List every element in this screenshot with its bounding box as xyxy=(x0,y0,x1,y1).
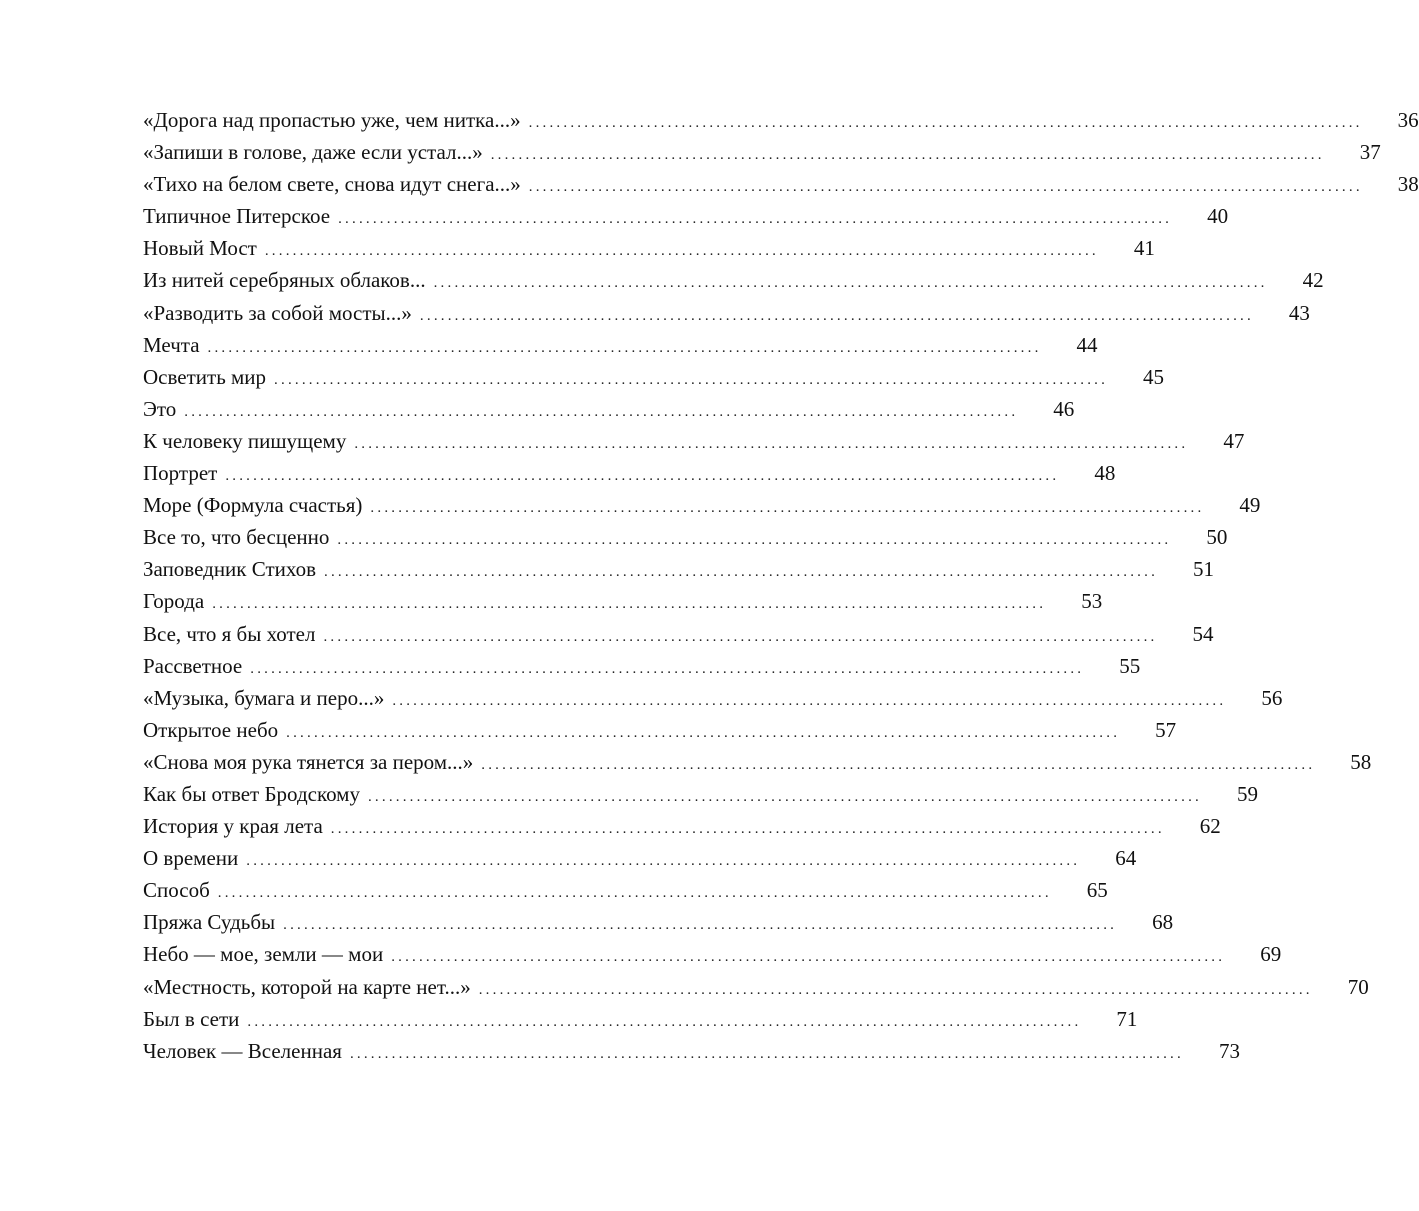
toc-entry xyxy=(143,1003,1138,1035)
dot-leader: ........................................................................................................................ xyxy=(207,339,1042,356)
toc-entry-title: Заповедник Стихов xyxy=(143,557,317,582)
toc-entry-page-number: 48 xyxy=(1094,461,1116,486)
toc-entry xyxy=(143,618,1214,650)
toc-entry xyxy=(143,136,1381,168)
toc-entry xyxy=(143,971,1369,1003)
dot-leader: ........................................................................................................................ xyxy=(250,660,1085,677)
toc-entry xyxy=(143,842,1137,874)
toc-entry-title: Мечта xyxy=(143,332,200,357)
toc-entry-page-number: 69 xyxy=(1260,942,1282,967)
toc-entry-page-number: 36 xyxy=(1397,108,1419,132)
toc-entry xyxy=(143,521,1228,553)
toc-entry-page-number: 55 xyxy=(1119,653,1141,678)
dot-leader: ........................................................................................................................ xyxy=(184,403,1019,420)
dot-leader: ........................................................................................................................ xyxy=(338,211,1173,228)
toc-entry-title: Это xyxy=(143,396,177,421)
toc-entry xyxy=(143,393,1075,425)
toc-entry xyxy=(143,714,1177,746)
dot-leader: ........................................................................................................................ xyxy=(286,724,1121,741)
toc-entry-page-number: 73 xyxy=(1218,1038,1240,1063)
toc-entry-title: К человеку пишущему xyxy=(143,428,347,453)
dot-leader: ........................................................................................................................ xyxy=(391,949,1226,966)
toc-entry-page-number: 49 xyxy=(1239,493,1261,518)
toc-entry-page-number: 45 xyxy=(1143,364,1165,389)
toc-entry-page-number: 53 xyxy=(1081,589,1103,614)
toc-entry-title: Способ xyxy=(143,878,210,903)
toc-entry-title: «Музыка, бумага и перо...» xyxy=(143,685,385,710)
dot-leader: ........................................................................................................................ xyxy=(246,853,1081,870)
dot-leader: ........................................................................................................................ xyxy=(247,1013,1082,1030)
toc-entry-title: «Разводить за собой мосты...» xyxy=(143,300,412,325)
dot-leader: ........................................................................................................................ xyxy=(490,147,1325,164)
dot-leader: ........................................................................................................................ xyxy=(274,371,1109,388)
toc-entry-title: Осветить мир xyxy=(143,364,267,389)
toc-entry xyxy=(143,200,1229,232)
toc-entry-title: Море (Формула счастья) xyxy=(143,493,363,518)
toc-entry xyxy=(143,585,1103,617)
toc-entry xyxy=(143,168,1419,200)
toc-entry-title: Пряжа Судьбы xyxy=(143,910,276,935)
dot-leader: ........................................................................................................................ xyxy=(264,243,1099,260)
dot-leader: ........................................................................................................................ xyxy=(433,275,1268,292)
toc-entry xyxy=(143,650,1141,682)
toc-entry xyxy=(143,489,1261,521)
toc-entry xyxy=(143,232,1155,264)
dot-leader: ........................................................................................................................ xyxy=(528,179,1363,196)
dot-leader: ........................................................................................................................ xyxy=(283,917,1118,934)
toc-entry-title: Человек — Вселенная xyxy=(143,1038,342,1063)
dot-leader: ........................................................................................................................ xyxy=(349,1045,1184,1062)
toc-entry-page-number: 37 xyxy=(1359,140,1381,165)
dot-leader: ........................................................................................................................ xyxy=(225,468,1060,485)
dot-leader: ........................................................................................................................ xyxy=(528,115,1363,131)
toc-entry-title: История у края лета xyxy=(143,814,323,839)
toc-entry xyxy=(143,1035,1240,1067)
toc-entry-page-number: 54 xyxy=(1192,621,1214,646)
toc-entry-title: Был в сети xyxy=(143,1006,240,1031)
toc-entry-title: Города xyxy=(143,589,205,614)
toc-entry-page-number: 59 xyxy=(1236,781,1258,806)
dot-leader: ........................................................................................................................ xyxy=(392,692,1227,709)
toc-entry-page-number: 47 xyxy=(1223,428,1245,453)
toc-entry-page-number: 71 xyxy=(1116,1006,1138,1031)
toc-entry xyxy=(143,938,1282,970)
toc-entry-page-number: 50 xyxy=(1206,525,1228,550)
toc-entry xyxy=(143,329,1098,361)
dot-leader: ........................................................................................................................ xyxy=(212,596,1047,613)
dot-leader: ........................................................................................................................ xyxy=(337,532,1172,549)
toc-entry xyxy=(143,810,1221,842)
toc-entry-page-number: 51 xyxy=(1193,557,1215,582)
toc-entry-title: Рассветное xyxy=(143,653,243,678)
toc-entry-title: Новый Мост xyxy=(143,236,257,261)
toc-entry xyxy=(143,297,1310,329)
toc-entry-title: Все то, что бесценно xyxy=(143,525,330,550)
toc-entry-page-number: 43 xyxy=(1288,300,1310,325)
toc-entry xyxy=(143,553,1215,585)
toc-entry-title: «Тихо на белом свете, снова идут снега...» xyxy=(143,172,521,197)
toc-entry-page-number: 58 xyxy=(1350,749,1372,774)
dot-leader: ........................................................................................................................ xyxy=(354,435,1189,452)
toc-entry-title: «Запиши в голове, даже если устал...» xyxy=(143,140,483,165)
toc-entry-title: «Дорога над пропастью уже, чем нитка...» xyxy=(143,108,521,132)
toc-entry xyxy=(143,425,1245,457)
dot-leader: ........................................................................................................................ xyxy=(419,307,1254,324)
toc-entry-page-number: 70 xyxy=(1347,974,1369,999)
toc-entry-title: Портрет xyxy=(143,461,218,486)
dot-leader: ........................................................................................................................ xyxy=(478,981,1313,998)
toc-entry-title: Из нитей серебряных облаков... xyxy=(143,268,426,293)
toc-entry xyxy=(143,264,1324,296)
toc-entry-page-number: 56 xyxy=(1261,685,1283,710)
toc-entry-page-number: 44 xyxy=(1076,332,1098,357)
dot-leader: ........................................................................................................................ xyxy=(370,500,1205,517)
toc-entry xyxy=(143,778,1258,810)
toc-entry-title: Все, что я бы хотел xyxy=(143,621,316,646)
toc-entry-title: Открытое небо xyxy=(143,717,279,742)
toc-entry xyxy=(143,457,1116,489)
toc-entry-page-number: 64 xyxy=(1115,846,1137,871)
dot-leader: ........................................................................................................................ xyxy=(217,885,1052,902)
dot-leader: ........................................................................................................................ xyxy=(481,756,1316,773)
toc-entry-page-number: 41 xyxy=(1133,236,1155,261)
dot-leader: ........................................................................................................................ xyxy=(330,821,1165,838)
toc-entry-title: О времени xyxy=(143,846,239,871)
dot-leader: ........................................................................................................................ xyxy=(324,564,1159,581)
dot-leader: ........................................................................................................................ xyxy=(323,628,1158,645)
toc-entry-title: Типичное Питерское xyxy=(143,204,331,229)
toc-entry xyxy=(143,361,1165,393)
toc-entry-title: Небо — мое, земли — мои xyxy=(143,942,384,967)
toc-entry-title: «Снова моя рука тянется за пером...» xyxy=(143,749,474,774)
toc-entry-page-number: 62 xyxy=(1199,814,1221,839)
dot-leader: ........................................................................................................................ xyxy=(367,788,1202,805)
toc-entry xyxy=(143,682,1283,714)
toc-entry xyxy=(143,906,1174,938)
toc-entry xyxy=(143,746,1372,778)
toc-entry-page-number: 42 xyxy=(1302,268,1324,293)
toc-entry-page-number: 46 xyxy=(1053,396,1075,421)
toc-entry xyxy=(143,874,1108,906)
toc-entry-title: «Местность, которой на карте нет...» xyxy=(143,974,471,999)
toc-entry-page-number: 57 xyxy=(1155,717,1177,742)
toc-entry xyxy=(143,104,1419,136)
toc-entry-title: Как бы ответ Бродскому xyxy=(143,781,360,806)
toc-entry-page-number: 40 xyxy=(1207,204,1229,229)
toc-entry-page-number: 65 xyxy=(1086,878,1108,903)
toc-entry-page-number: 38 xyxy=(1397,172,1419,197)
toc-entry-page-number: 68 xyxy=(1152,910,1174,935)
table-of-contents xyxy=(143,104,1419,1067)
